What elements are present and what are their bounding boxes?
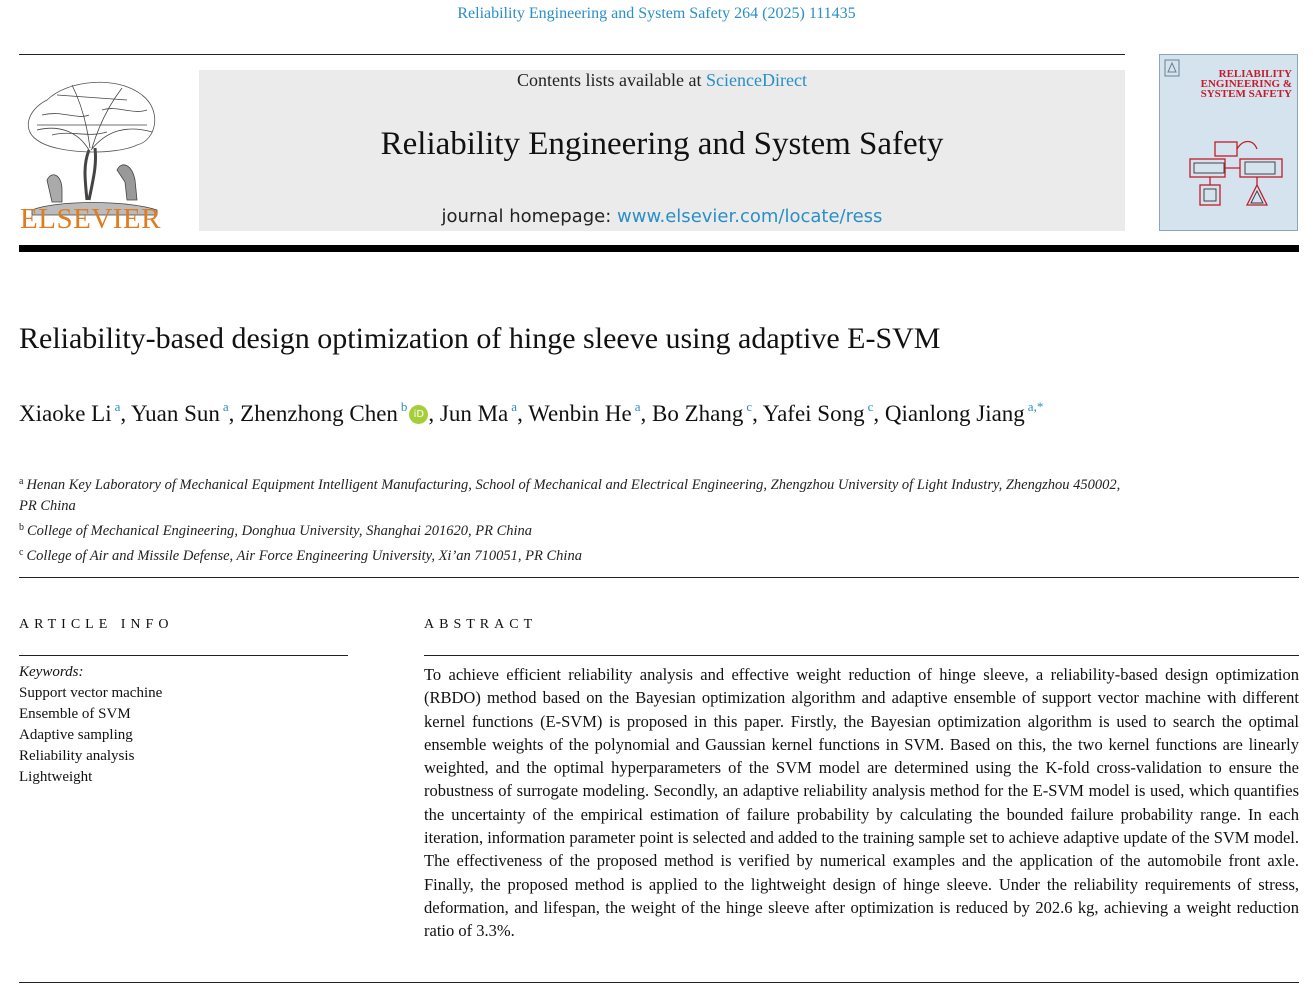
author-affil-sup[interactable]: a [222, 399, 229, 414]
affiliation-item [19, 471, 1129, 517]
keyword-item: Adaptive sampling [19, 727, 133, 743]
article-info-rule [19, 655, 348, 656]
affiliation-text: Henan Key Laboratory of Mechanical Equipment Intelligent Manufacturing, School of Mechanical and Electrical Engineering, Zhengzhou University of Light Industry, Zhengzhou 450002, PR China [19, 477, 1121, 514]
author-name[interactable]: Yuan Sun [131, 401, 220, 426]
author-name[interactable]: Xiaoke Li [19, 401, 112, 426]
affiliation-label: a [19, 476, 24, 487]
article-info-heading: ARTICLE INFO [19, 617, 174, 632]
cover-illustration [1185, 137, 1289, 212]
author-affil-sup[interactable]: a [511, 399, 518, 414]
keyword-item: Support vector machine [19, 685, 163, 701]
author-affil-sup[interactable]: a,* [1027, 399, 1044, 414]
author-name[interactable]: Bo Zhang [651, 401, 744, 426]
author-affil-sup[interactable]: c [867, 399, 874, 414]
header-thick-rule [19, 245, 1299, 252]
cover-title: RELIABILITY ENGINEERING & SYSTEM SAFETY [1200, 68, 1292, 100]
author-name[interactable]: Zhenzhong Chen [240, 401, 398, 426]
bottom-rule [19, 982, 1299, 983]
author-name[interactable]: Yafei Song [762, 401, 865, 426]
abstract-rule [424, 655, 1299, 656]
abstract-text: To achieve efficient reliability analysis and effective weight reduction of hinge sleeve, a reliability-based design optimization (RBDO) method based on the Bayesian optimization algorithm and adaptive ensemble of support vector machine with different kernel functions (E-SVM) is proposed in this paper. Firstly, the Bayesian optimization algorithm is used to search the optimal ensemble weights of the polynomial and Gaussian kernel functions in SVM. Based on this, the two kernel functions are linearly weighted, and the optimal hyperparameters of the SVM model are determined using the K-fold cross-validation to ensure the robustness of surrogate modeling. Secondly, an adaptive reliability analysis method for the E-SVM model is used, which quantifies the uncertainty of the empirical estimation of failure probability by calculating the bounded failure probability range. In each iteration, information parameter point is selected and added to the training sample set to achieve adaptive update of the SVM model. The effectiveness of the proposed method is verified by numerical examples and the application of the automobile front axle. Finally, the proposed method is applied to the lightweight design of hinge sleeve. Under the reliability requirements of stress, deformation, and lifespan, the weight of the hinge sleeve after optimization is reduced by 202.6 kg, achieving a weight reduction ratio of 3.3%. [424, 665, 1299, 941]
author-affil-sup[interactable]: a [114, 399, 121, 414]
homepage-link[interactable]: www.elsevier.com/locate/ress [617, 206, 883, 227]
journal-masthead [199, 70, 1125, 231]
keyword-item: Lightweight [19, 769, 93, 785]
elsevier-wordmark: ELSEVIER [20, 203, 161, 235]
keywords-label: Keywords: [19, 664, 84, 680]
author-list: Xiaoke Li $^a$, Yuan Sun $^a$, Zhenzhong Chen $^b$iD , Jun Ma $^a$, Wenbin He $^a$, Bo Zhang $^c$, Yafei Song $^c$, Qianlong Jiang $^{a,*}$ [19, 399, 1044, 426]
running-head[interactable]: Reliability Engineering and System Safety 264 (2025) 111435 [457, 5, 856, 22]
author-name[interactable]: Wenbin He [528, 401, 632, 426]
affiliation-label: c [19, 547, 24, 558]
sciencedirect-link[interactable]: ScienceDirect [706, 70, 807, 90]
affiliation-item [19, 517, 1129, 542]
top-rule [19, 54, 1125, 55]
author-name[interactable]: Qianlong Jiang [884, 401, 1025, 426]
affiliation-text: College of Mechanical Engineering, Donghua University, Shanghai 201620, PR China [27, 523, 533, 539]
homepage-prefix: journal homepage: [441, 206, 617, 227]
journal-title: Reliability Engineering and System Safety [380, 126, 944, 162]
article-title: Reliability-based design optimization of hinge sleeve using adaptive E-SVM [19, 322, 941, 355]
abstract-heading: ABSTRACT [424, 617, 538, 632]
affiliation-label: b [19, 522, 24, 533]
author-name[interactable]: Jun Ma [439, 401, 509, 426]
orcid-icon[interactable]: iD [409, 405, 428, 424]
affiliations [19, 471, 1129, 567]
keyword-item: Reliability analysis [19, 748, 135, 764]
author-affil-sup[interactable]: a [634, 399, 641, 414]
homepage-line [199, 206, 1125, 227]
section-rule [19, 577, 1299, 578]
affiliation-item [19, 542, 1129, 567]
journal-cover[interactable] [1159, 54, 1298, 231]
affiliation-text: College of Air and Missile Defense, Air Force Engineering University, Xi’an 710051, PR China [26, 548, 582, 564]
author-affil-sup[interactable]: c [746, 399, 753, 414]
author-affil-sup[interactable]: b [400, 399, 408, 414]
keywords-block [19, 662, 348, 788]
keyword-item: Ensemble of SVM [19, 706, 131, 722]
contents-line [199, 70, 1125, 91]
contents-prefix: Contents lists available at [517, 70, 706, 90]
